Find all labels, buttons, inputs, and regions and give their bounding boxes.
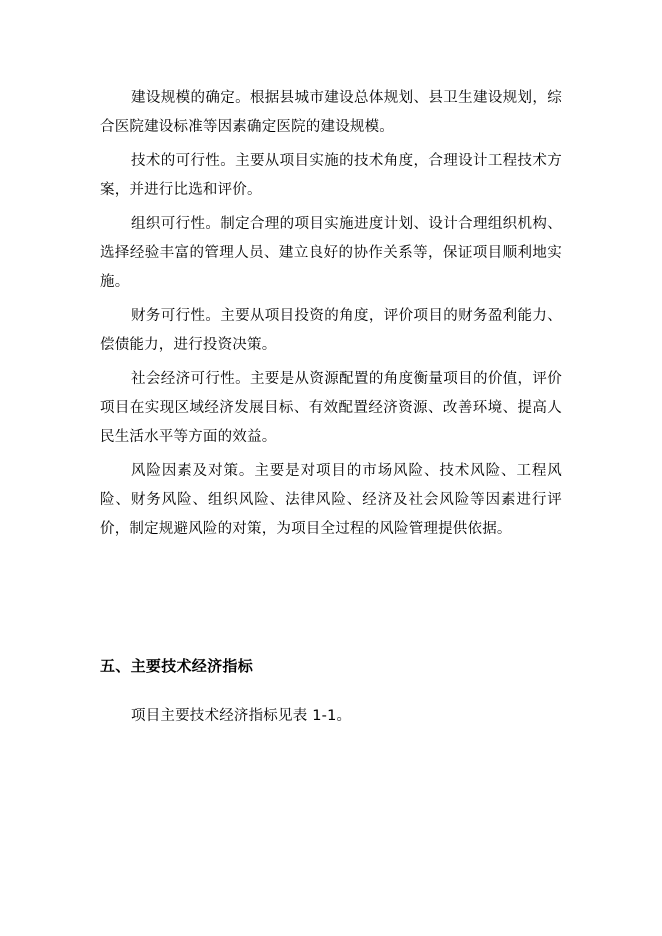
table-reference-text: 项目主要技术经济指标见表 1-1。 [131,708,352,724]
paragraph-financial-feasibility: 财务可行性。主要从项目投资的角度，评价项目的财务盈利能力、偿债能力，进行投资决策。 [100,308,562,353]
section-heading: 五、主要技术经济指标 [100,657,254,675]
paragraph-technical-feasibility: 技术的可行性。主要从项目实施的技术角度，合理设计工程技术方案，并进行比选和评价。 [100,153,562,198]
paragraph-construction-scale: 建设规模的确定。根据县城市建设总体规划、县卫生建设规划，综合医院建设标准等因素确定医院的建设规模。 [100,90,562,135]
paragraph-socioeconomic-feasibility: 社会经济可行性。主要是从资源配置的角度衡量项目的价值，评价项目在实现区域经济发展目标、有效配置经济资源、改善环境、提高人民生活水平等方面的效益。 [100,371,562,445]
paragraph-organizational-feasibility: 组织可行性。制定合理的项目实施进度计划、设计合理组织机构、选择经验丰富的管理人员、建立良好的协作关系等，保证项目顺利地实施。 [100,216,562,290]
paragraph-risk-factors: 风险因素及对策。主要是对项目的市场风险、技术风险、工程风险、财务风险、组织风险、法律风险、经济及社会风险等因素进行评价，制定规避风险的对策，为项目全过程的风险管理提供依据。 [100,463,562,537]
body-text [100,84,562,544]
